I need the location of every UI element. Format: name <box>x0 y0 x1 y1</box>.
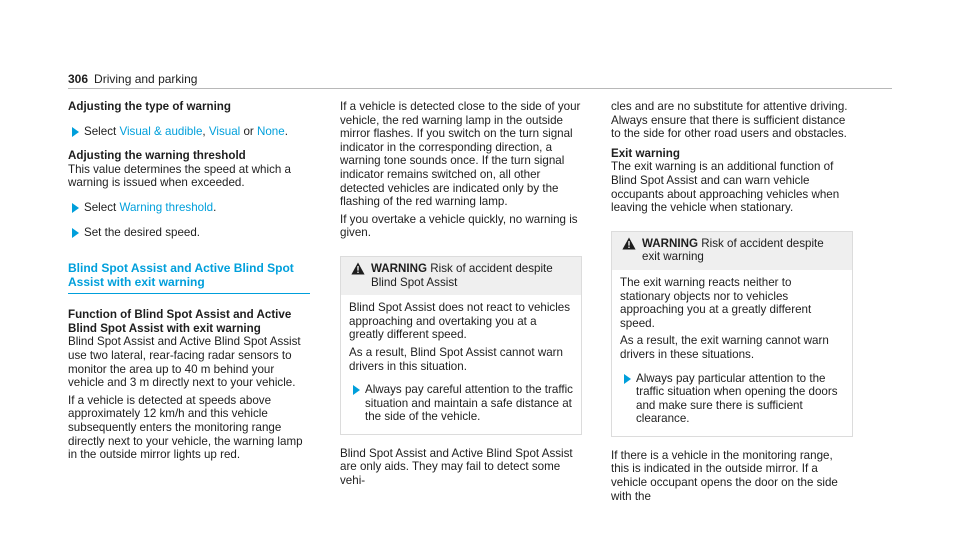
step-set-speed: Set the desired speed. <box>68 226 310 240</box>
heading-exit-warning: Exit warning <box>611 146 680 160</box>
function-paragraph-2: If a vehicle is detected at speeds above approximately 12 km/h and this vehicle subsequently enters the monitoring range directly next to your vehicle, the warning lamp in the outside mirror lights up red. <box>68 393 303 462</box>
paragraph-exit-warning: The exit warning is an additional function of Blind Spot Assist and can warn vehicle occupants about approaching vehicles when leaving the vehicle when stationary. <box>611 160 840 215</box>
paragraph-substitute: cles and are no substitute for attentive driving. Always ensure that there is sufficient distance to the side for other road users and obstacles. <box>611 100 848 141</box>
warning-header <box>341 257 581 295</box>
step-arrow-icon <box>72 127 79 137</box>
warning-header <box>612 232 852 270</box>
warning-box-blind-spot <box>340 256 582 435</box>
step-arrow-icon <box>72 203 79 213</box>
warning-step: Always pay particular attention to the traffic situation when opening the doors and make sure there is sufficient clearance. <box>620 372 844 426</box>
warning-label: WARNING <box>371 261 428 275</box>
heading-warning-threshold: Adjusting the warning threshold <box>68 149 246 163</box>
warning-triangle-icon <box>622 237 636 250</box>
step-select-threshold: Select Warning threshold. <box>68 201 310 215</box>
threshold-description: This value determines the speed at which a warning is issued when exceeded. <box>68 162 291 190</box>
column-middle <box>340 100 582 492</box>
step-select-type: Select Visual & audible, Visual or None. <box>68 125 310 139</box>
option-none[interactable]: None <box>256 124 285 138</box>
option-visual-audible[interactable]: Visual & audible <box>119 124 203 138</box>
warning-step: Always pay careful attention to the traffic situation and maintain a safe distance at the side of the vehicle. <box>349 383 573 424</box>
warning-title: Risk of accident despite exit warning <box>642 236 824 264</box>
option-visual[interactable]: Visual <box>208 124 241 138</box>
step-arrow-icon <box>72 228 79 238</box>
warning-body: Blind Spot Assist does not react to vehicles approaching and overtaking you at a greatly different speed. As a result, Blind Spot Assist cannot warn drivers in this situation. Always pay careful attention to the traffic situation and maintain a safe distance at the side of the vehicle. <box>349 301 573 424</box>
page-header <box>68 72 197 88</box>
warning-label: WARNING <box>642 236 699 250</box>
warning-title: Risk of accident despite Blind Spot Assist <box>371 261 553 289</box>
section-title: Blind Spot Assist and Active Blind Spot Assist with exit warning <box>68 261 310 294</box>
column-left <box>68 100 310 466</box>
paragraph-warning-lamp: If a vehicle is detected close to the side of your vehicle, the red warning lamp in the outside mirror flashes. If you switch on the turn signal indicator in the corresponding direction, a warning tone sounds once. If the turn signal indicator remains switched on, all other detected vehicles are indicated only by the flashing of the red warning lamp. <box>340 100 581 209</box>
heading-warning-type: Adjusting the type of warning <box>68 100 231 113</box>
heading-function: Function of Blind Spot Assist and Active Blind Spot Assist with exit warning <box>68 308 292 335</box>
paragraph-aids: Blind Spot Assist and Active Blind Spot Assist are only aids. They may fail to detect some vehi- <box>340 446 573 488</box>
warning-box-exit <box>611 231 853 437</box>
step-arrow-icon <box>624 374 631 384</box>
paragraph-overtake: If you overtake a vehicle quickly, no warning is given. <box>340 212 578 240</box>
paragraph-monitoring-range: If there is a vehicle in the monitoring range, this is indicated in the outside mirror. If a vehicle occupant opens the door on the side with the <box>611 448 838 503</box>
step-arrow-icon <box>353 385 360 395</box>
function-paragraph-1: Blind Spot Assist and Active Blind Spot Assist use two lateral, rear-facing radar sensors to monitor the area up to 40 m behind your vehicle and 3 m directly next to your vehicle. <box>68 335 301 390</box>
section-name: Driving and parking <box>94 72 198 86</box>
header-rule <box>68 88 892 89</box>
page-number: 306 <box>68 72 89 86</box>
warning-body: The exit warning reacts neither to stationary objects nor to vehicles approaching you at a greatly different speed. As a result, the exit warning cannot warn drivers in these situations. Always pay particular attention to the traffic situation when opening the doors and make sure there is sufficient clearance. <box>612 270 852 436</box>
column-right <box>611 100 853 507</box>
option-warning-threshold[interactable]: Warning threshold <box>119 200 214 214</box>
warning-triangle-icon <box>351 262 365 275</box>
